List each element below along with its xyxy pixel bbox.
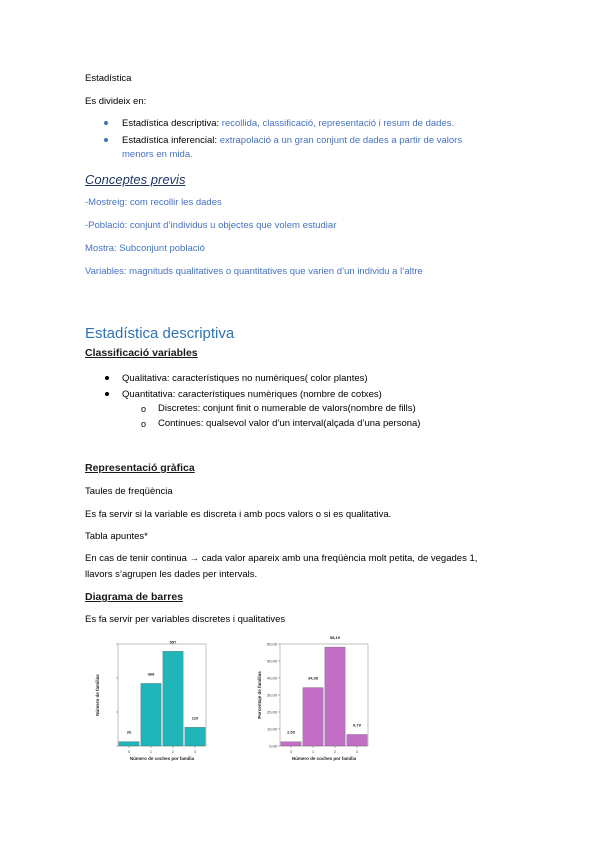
- x-tick-label: 2: [172, 750, 174, 754]
- chart-svg: [88, 636, 213, 766]
- bullet-icon: [104, 138, 108, 142]
- bars-heading: Diagrama de barres: [85, 591, 184, 603]
- classification-subitem: Discretes: conjunt finit o numerable de valors(nombre de fills): [158, 403, 416, 414]
- graphic-line: Es fa servir si la variable es discreta i amb pocs valors o si es qualitativa.: [85, 509, 392, 520]
- sub-bullet-icon: o: [141, 404, 147, 414]
- bar: [119, 742, 139, 746]
- graphic-line: llavors s’agrupen les dades per intervals.: [85, 569, 258, 580]
- data-label: 368: [147, 671, 155, 677]
- bar-chart-percent: [250, 636, 375, 766]
- chart-svg: [250, 636, 375, 766]
- bars-line: Es fa servir per variables discretes i qualitatives: [85, 614, 286, 625]
- sub-bullet-icon: o: [141, 419, 147, 429]
- data-label: 58,19: [329, 636, 341, 641]
- graphic-line: Tabla apuntes*: [85, 531, 148, 542]
- classification-item: Qualitativa: característiques no numèriques( color plantes): [122, 373, 368, 384]
- concept-line: Mostra: Subconjunt població: [85, 243, 205, 254]
- x-axis-label: Número de coches por familia: [129, 756, 195, 761]
- list-item-descriptive: [122, 118, 454, 130]
- bullet-icon: [105, 376, 109, 380]
- concept-line: Variables: magnituds qualitatives o quantitatives que varien d’un individu a l’altre: [85, 266, 423, 277]
- list-item-inferential: [122, 135, 462, 147]
- y-tick-label: 60,00: [266, 641, 277, 647]
- concept-line: -Població: conjunt d’individus u objectes que volem estudiar: [85, 220, 337, 231]
- bullet-icon: [105, 392, 109, 396]
- y-tick-label: 0,00: [269, 743, 277, 749]
- x-tick-label: 1: [150, 750, 152, 754]
- x-tick-label: 3: [194, 750, 196, 754]
- bar: [141, 683, 161, 746]
- y-tick-label: 40,00: [266, 675, 277, 681]
- divides-text: Es divideix en:: [85, 96, 147, 107]
- data-label: 34,38: [307, 675, 319, 681]
- y-axis-label: Porcentaje de familias: [257, 671, 262, 719]
- item-desc: extrapolació a un gran conjunt de dades a partir de valors: [219, 135, 463, 146]
- graphic-line: Taules de freqüència: [85, 486, 173, 497]
- data-label: 2,53: [287, 729, 295, 735]
- bar-chart-count: [88, 636, 213, 766]
- x-tick-label: 0: [290, 750, 292, 754]
- bar: [325, 647, 345, 746]
- y-tick-label: 20,00: [266, 709, 277, 715]
- classification-heading: Classificació variables: [85, 347, 198, 359]
- bar: [163, 651, 183, 746]
- y-tick-label: 30,00: [266, 692, 277, 698]
- concept-line: -Mostreig: com recollir les dades: [85, 197, 222, 208]
- bar: [185, 727, 205, 746]
- graphic-line: En cas de tenir continua → cada valor apareix amb una freqüència molt petita, de vegades 1,: [85, 553, 478, 564]
- concepts-heading: Conceptes previs: [85, 172, 186, 187]
- data-label: 6,79: [353, 722, 361, 728]
- bullet-icon: [104, 121, 108, 125]
- item-desc-cont: menors en mida.: [122, 149, 193, 160]
- bar: [303, 688, 323, 746]
- x-axis-label: Número de coches por familia: [291, 756, 357, 761]
- graphic-heading: Representació gràfica: [85, 462, 195, 474]
- data-label: 110: [191, 715, 199, 721]
- x-tick-label: 1: [312, 750, 314, 754]
- x-tick-label: 0: [128, 750, 130, 754]
- bar: [347, 734, 367, 746]
- item-label: Estadística descriptiva:: [122, 118, 222, 129]
- y-tick-label: 50,00: [266, 658, 277, 664]
- item-label: Estadística inferencial:: [122, 135, 220, 146]
- document-title: Estadística: [85, 73, 132, 84]
- item-desc: recollida, classificació, representació i resum de dades.: [221, 118, 455, 129]
- x-tick-label: 3: [356, 750, 358, 754]
- classification-subitem: Continues: qualsevol valor d’un interval(alçada d’una persona): [158, 418, 421, 429]
- y-axis-label: Número de familias: [95, 674, 100, 716]
- data-label: 557: [169, 639, 177, 645]
- y-tick-label: 10,00: [266, 726, 277, 732]
- x-tick-label: 2: [334, 750, 336, 754]
- classification-item: Quantitativa: característiques numèriques (nombre de cotxes): [122, 389, 382, 400]
- bar: [281, 742, 301, 746]
- data-label: 26: [126, 729, 132, 735]
- section-heading: Estadística descriptiva: [85, 325, 235, 342]
